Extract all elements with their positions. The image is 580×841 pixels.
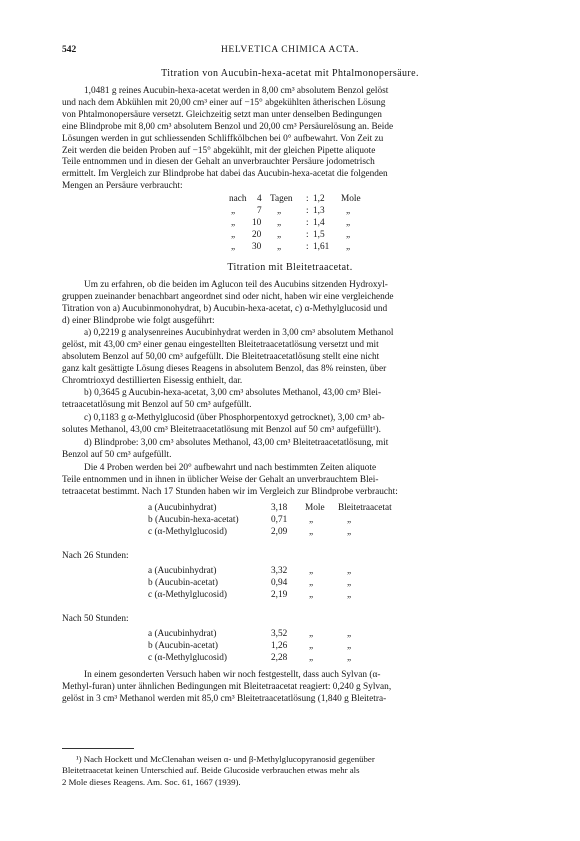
table-row: b (Aucubin-hexa-acetat) 0,71 „ „ bbox=[148, 515, 352, 525]
table-row: „ 7 „ : 1,3 „ bbox=[231, 206, 351, 216]
table-row: a (Aucubinhydrat) 3,52 „ „ bbox=[148, 629, 352, 639]
table-row: a (Aucubinhydrat) 3,32 „ „ bbox=[148, 566, 352, 576]
paragraph-probe-b: b) 0,3645 g Aucubin-hexa-acetat, 3,00 cm³ absolutes Methanol, 43,00 cm³ Blei- tetraacetatlösung mit Benzol auf 50 cm³ aufgefüllt. bbox=[62, 388, 382, 410]
table-row: nach 4 Tagen : 1,2 Mole bbox=[229, 194, 361, 204]
section-title-bleitetraacetat: Titration mit Bleitetraacetat. bbox=[227, 262, 353, 273]
paragraph-probe-d: d) Blindprobe: 3,00 cm³ absolutes Methanol, 43,00 cm³ Bleitetraacetatlösung, mit Benzol auf 50 cm³ aufgefüllt. bbox=[62, 438, 389, 460]
paragraph-persaeure: 1,0481 g reines Aucubin-hexa-acetat werden in 8,00 cm³ absolutem Benzol gelöst und nach dem Abkühlen mit 20,00 cm³ einer auf −15° abgekühlten ätherischen Lösung von Phtalmonopersäure versetzt. Gleichzeitig setzt man unter denselben Bedingungen eine Blindprobe mit 8,00 cm³ absolutem Benzol und 20,00 cm³ Persäurelösung an. Beide Lösungen werden in gut schliessenden Schliffkölbchen bei 0° aufbewahrt. Von Zeit zu Zeit werden die beiden Proben auf −15° abgekühlt, mit der gleichen Pipette aliquote Teile entnommen und in diesen der Gehalt an unverbrauchter Persäure jodometrisch ermittelt. Im Vergleich zur Blindprobe hat dabei das Aucubin-hexa-acetat die folgenden Mengen an Persäure verbraucht: bbox=[62, 86, 394, 192]
paragraph-proben: Die 4 Proben werden bei 20° aufbewahrt und nach bestimmten Zeiten aliquote Teile entnommen und in ihnen in üblicher Weise der Gehalt an unverbrauchtem Blei- tetraacetat bestimmt. Nach 17 Stunden haben wir im Vergleich zur Blindprobe verbraucht: bbox=[62, 463, 398, 497]
footnote: ¹) Nach Hockett und McClenahan weisen α- und β-Methylglucopyranosid gegenüber Bleitetraacetat keinen Unterschied auf. Beide Glucoside verbrauchen etwas mehr als 2 Mole dieses Reagens. Am. Soc. 61, 1667 (1939). bbox=[62, 754, 375, 787]
table-row: „ 30 „ : 1,61 „ bbox=[231, 242, 351, 252]
journal-title: HELVETICA CHIMICA ACTA. bbox=[220, 45, 360, 55]
table-row: a (Aucubinhydrat) 3,18 Mole Bleitetraacetat bbox=[148, 503, 392, 513]
table-row: b (Aucubin-acetat) 1,26 „ „ bbox=[148, 641, 352, 651]
paragraph-sylvan: In einem gesonderten Versuch haben wir noch festgestellt, dass auch Sylvan (α- Methyl-furan) unter ähnlichen Bedingungen mit Bleitetraacetat reagiert: 0,240 g Sylvan, gelöst in 3 cm³ Methanol werden mit 85,0 cm³ Bleitetraacetatlösung (1,840 g Bleitetra- bbox=[62, 670, 392, 704]
footnote-rule bbox=[62, 748, 134, 749]
table-row: „ 10 „ : 1,4 „ bbox=[231, 218, 351, 228]
table-row: c (α-Methylglucosid) 2,09 „ „ bbox=[148, 527, 352, 537]
label-26-stunden: Nach 26 Stunden: bbox=[62, 551, 129, 561]
page-number: 542 bbox=[62, 45, 77, 55]
table-row: „ 20 „ : 1,5 „ bbox=[231, 230, 351, 240]
running-header bbox=[62, 45, 518, 59]
paragraph-probe-c: c) 0,1183 g α-Methylglucosid (über Phosphorpentoxyd getrocknet), 3,00 cm³ ab- solutes Methanol, 43,00 cm³ Bleitetraacetatlösung mit Benzol auf 50 cm³ aufgefüllt¹). bbox=[62, 413, 385, 435]
section-title-persaeure: Titration von Aucubin-hexa-acetat mit Phtalmonopersäure. bbox=[161, 68, 419, 79]
label-50-stunden: Nach 50 Stunden: bbox=[62, 614, 129, 624]
table-row: c (α-Methylglucosid) 2,28 „ „ bbox=[148, 653, 352, 663]
paragraph-intro: Um zu erfahren, ob die beiden im Aglucon teil des Aucubins sitzenden Hydroxyl- gruppen zueinander benachbart angeordnet sind oder nicht, haben wir eine vergleichende Titration von a) Aucubinmonohydrat, b) Aucubin-hexa-acetat, c) α-Methylglucosid und d) einer Blindprobe wie folgt ausgeführt: bbox=[62, 280, 394, 326]
paragraph-probe-a: a) 0,2219 g analysenreines Aucubinhydrat werden in 3,00 cm³ absolutem Methanol gelöst, mit 43,00 cm³ einer genau eingestellten Bleitetraacetatlösung versetzt und mit absolutem Benzol auf 50,00 cm³ aufgefüllt. Die Bleitetraacetatlösung stellt eine nicht ganz kalt gesättigte Lösung dieses Reagens in absolutem Benzol, das 8% reinsten, über Chromtrioxyd destillierten Eisessig enthielt, dar. bbox=[62, 328, 394, 386]
table-row: c (α-Methylglucosid) 2,19 „ „ bbox=[148, 590, 352, 600]
table-row: b (Aucubin-acetat) 0,94 „ „ bbox=[148, 578, 352, 588]
